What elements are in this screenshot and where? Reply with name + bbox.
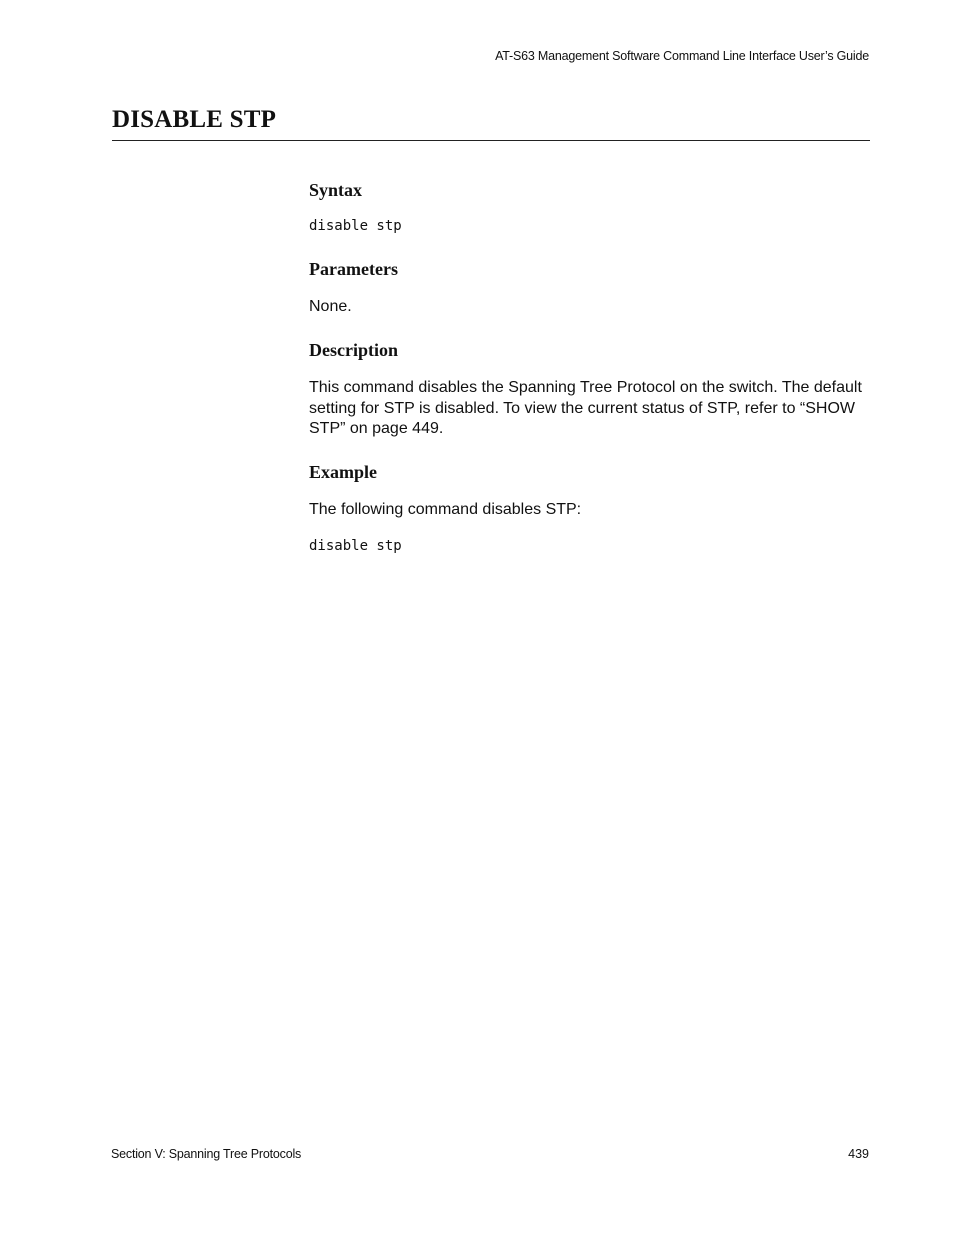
example-heading xyxy=(309,462,871,483)
parameters-text: None. xyxy=(309,298,352,315)
description-text: This command disables the Spanning Tree Protocol on the switch. The default setting for STP is disabled. To view the current status of STP, refer to “SHOW STP” on page 449. xyxy=(309,379,862,437)
syntax-code-block xyxy=(309,218,871,234)
example-code: disable stp xyxy=(309,538,402,554)
syntax-heading-text: Syntax xyxy=(309,180,363,200)
running-header: AT-S63 Management Software Command Line Interface User’s Guide xyxy=(495,49,869,63)
example-body xyxy=(309,500,871,521)
title-rule xyxy=(112,140,870,141)
parameters-heading xyxy=(309,259,871,280)
description-heading xyxy=(309,340,871,361)
footer-section: Section V: Spanning Tree Protocols xyxy=(111,1147,302,1161)
example-heading-text: Example xyxy=(309,462,378,482)
page-title: DISABLE STP xyxy=(112,106,277,133)
parameters-heading-text: Parameters xyxy=(309,259,398,279)
parameters-body xyxy=(309,297,871,318)
example-text: The following command disables STP: xyxy=(309,501,582,518)
footer-page-number: 439 xyxy=(848,1147,869,1161)
description-body xyxy=(309,378,871,440)
description-heading-text: Description xyxy=(309,340,398,360)
example-code-block xyxy=(309,538,871,554)
syntax-code: disable stp xyxy=(309,218,402,234)
syntax-heading xyxy=(309,180,871,201)
